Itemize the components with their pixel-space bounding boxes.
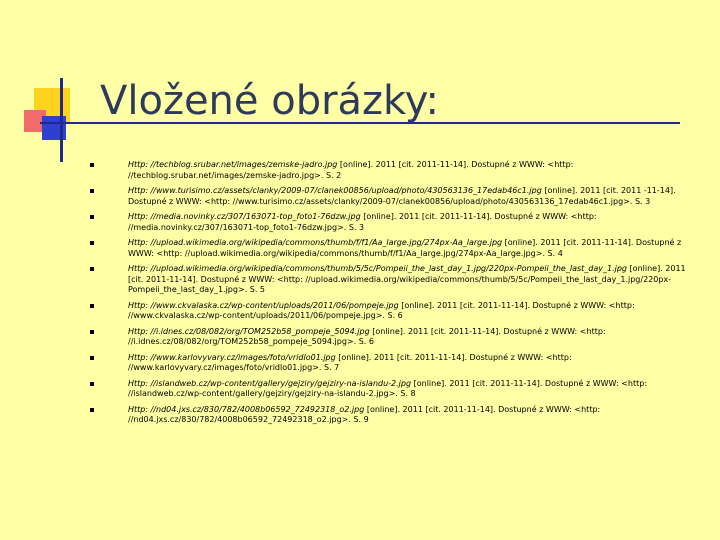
reference-list [90,160,690,431]
reference-item [90,238,690,259]
reference-citation: [online]. 2011 [cit. 2011-11-14]. Dostupné z WWW: <http: //www.ckvalaska.cz/wp-content/uploads/2011/06/pompeje.jpg>. S. 6 [128,300,635,320]
reference-source: Http: //www.karlovyvary.cz/images/foto/vridlo01.jpg [128,352,336,362]
reference-source: Http: //www.ckvalaska.cz/wp-content/uploads/2011/06/pompeje.jpg [128,300,399,310]
reference-citation: [online]. 2011 [cit. 2011-11-14]. Dostupné z WWW: <http: //upload.wikimedia.org/wikipedia/commons/thumb/5/5c/Pompeii_the_last_day_1.jpg/220px-Pompeii_the_last_day_1.jpg>. S. 5 [128,264,686,294]
bullet-icon [90,408,94,412]
reference-item [90,186,690,207]
reference-source: Http: //upload.wikimedia.org/wikipedia/commons/thumb/5/5c/Pompeii_the_last_day_1.jpg/220px-Pompeii_the_last_day_1.jpg [128,264,628,273]
bullet-icon [90,304,94,308]
reference-source: Http: //i.idnes.cz/08/082/org/TOM252b58_pompeje_5094.jpg [128,326,370,336]
bullet-icon [90,189,94,193]
bullet-icon [90,382,94,386]
reference-citation: [online]. 2011 [cit. 2011-11-14]. Dostupné z WWW: <http: //www.karlovyvary.cz/images/foto/vridlo01.jpg>. S. 7 [128,352,572,372]
bullet-icon [90,241,94,245]
reference-item [90,301,690,322]
reference-source: Http: //islandweb.cz/wp-content/gallery/gejziry/gejziry-na-islandu-2.jpg [128,378,412,388]
reference-item [90,327,690,348]
reference-item [90,353,690,374]
slide-title: Vložené obrázky: [100,78,440,124]
reference-item [90,405,690,426]
reference-source: Http: //upload.wikimedia.org/wikipedia/commons/thumb/f/f1/Aa_large.jpg/274px-Aa_large.jpg [128,238,503,247]
reference-item [90,212,690,233]
bullet-icon [90,215,94,219]
bullet-icon [90,330,94,334]
bullet-icon [90,267,94,271]
reference-item [90,379,690,400]
reference-item [90,264,690,296]
reference-source: Http: //media.novinky.cz/307/163071-top_foto1-76dzw.jpg [128,212,361,221]
reference-citation: [online]. 2011 [cit. 2011-11-14]. Dostupné z WWW: <http: //media.novinky.cz/307/163071-top_foto1-76dzw.jpg>. S. 3 [128,212,597,232]
reference-citation: [online]. 2011 [cit. 2011-11-14]. Dostupné z WWW: <http: //upload.wikimedia.org/wikipedia/commons/thumb/f/f1/Aa_large.jpg/274px-Aa_large.jpg>. S. 4 [128,238,682,258]
reference-citation: [online]. 2011 [cit. 2011 -11-14]. Dostupné z WWW: <http: //www.turisimo.cz/assets/clanky/2009-07/clanek00856/upload/photo/430563136_17edab46c1.jpg>. S. 3 [128,186,676,206]
reference-citation: [online]. 2011 [cit. 2011-11-14]. Dostupné z WWW: <http: //i.idnes.cz/08/082/org/TOM252b58_pompeje_5094.jpg>. S. 6 [128,326,606,346]
reference-item [90,160,690,181]
reference-citation: [online]. 2011 [cit. 2011-11-14]. Dostupné z WWW: <http: //techblog.srubar.net/images/zemske-jadro.jpg>. S. 2 [128,160,574,180]
reference-citation: [online]. 2011 [cit. 2011-11-14]. Dostupné z WWW: <http: //nd04.jxs.cz/830/782/4008b06592_72492318_o2.jpg>. S. 9 [128,404,601,424]
reference-source: Http: //www.turisimo.cz/assets/clanky/2009-07/clanek00856/upload/photo/430563136_17edab46c1.jpg [128,186,542,195]
reference-citation: [online]. 2011 [cit. 2011-11-14]. Dostupné z WWW: <http: //islandweb.cz/wp-content/gallery/gejziry/gejziry-na-islandu-2.jpg>. S. 8 [128,378,648,398]
bullet-icon [90,356,94,360]
bullet-icon [90,163,94,167]
reference-source: Http: //nd04.jxs.cz/830/782/4008b06592_72492318_o2.jpg [128,404,365,414]
reference-source: Http: //techblog.srubar.net/images/zemske-jadro.jpg [128,160,338,169]
decor-vertical-line [60,78,63,162]
